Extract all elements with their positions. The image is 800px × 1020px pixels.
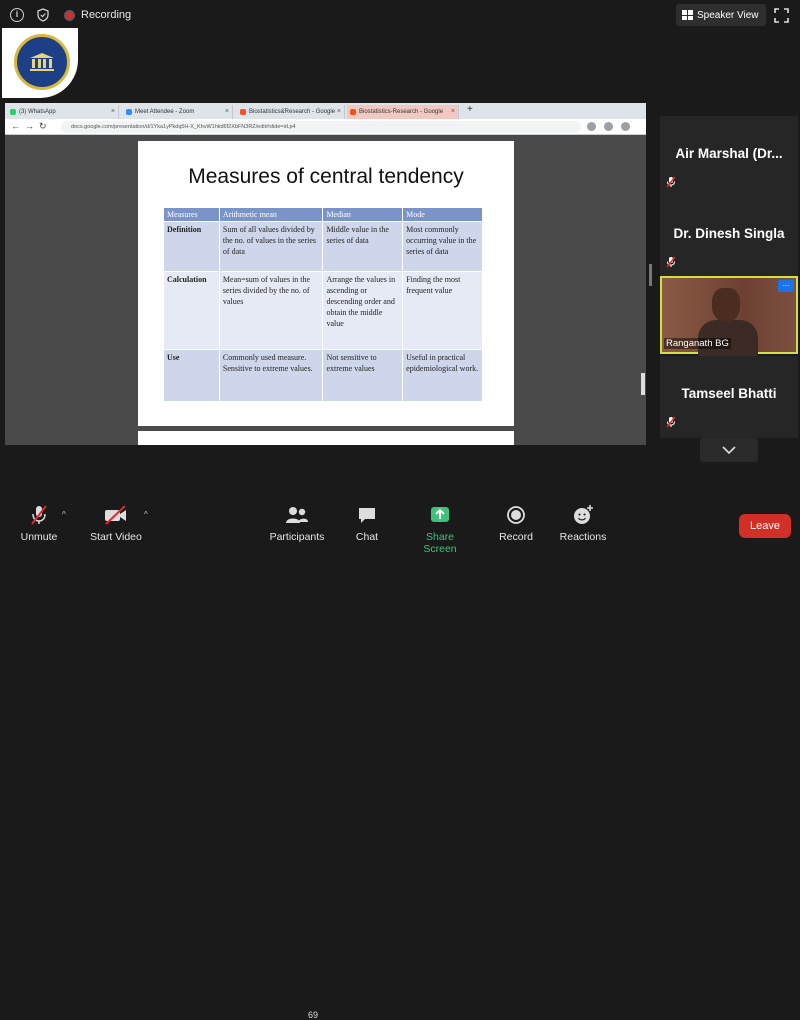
browser-extension-icons [587,122,630,131]
menu-icon[interactable] [621,122,630,131]
table-cell: Not sensitive to extreme values [323,350,403,402]
record-button[interactable] [496,504,536,543]
close-tab-icon[interactable]: × [110,108,115,115]
meeting-toolbar [0,498,800,1020]
table-header: Arithmetic mean [219,208,323,222]
table-cell: Most commonly occurring value in the series of data [403,222,483,272]
reactions-icon [572,504,594,526]
table-header: Mode [403,208,483,222]
recording-indicator[interactable] [64,9,131,21]
url-field[interactable]: docs.google.com/presentation/d/1Yka1yPkdq5H-X_KhvW1hkd6f2XbFN3RZ/edit#slide=id.p4 [61,121,581,133]
mic-muted-icon [666,256,676,268]
reload-icon[interactable]: ↻ [39,121,47,131]
table-header: Median [323,208,403,222]
share-screen-label: Share Screen [423,531,457,555]
slide-title: Measures of central tendency [188,165,464,188]
more-options-icon[interactable]: ... [778,280,794,292]
table-header: Measures [164,208,220,222]
table-row [164,350,483,402]
next-slide-edge [138,431,514,445]
scrollbar-thumb[interactable] [641,373,645,395]
presentation-slide [138,141,514,426]
unmute-label: Unmute [20,531,58,543]
browser-tab[interactable]: Biostatistics&Research - Google × [237,105,345,119]
panel-resize-handle[interactable] [649,264,652,286]
leave-button[interactable]: Leave [739,514,791,538]
participant-name: Air Marshal (Dr... [675,146,783,161]
participant-tile[interactable] [660,356,798,438]
fullscreen-icon[interactable] [774,8,789,23]
comparison-table [163,207,483,402]
close-tab-icon[interactable]: × [224,108,229,115]
share-screen-icon [429,504,451,526]
recording-label: Recording [81,9,132,21]
table-row [164,272,483,350]
speaker-view-label: Speaker View [697,9,759,21]
participant-name: Ranganath BG [666,338,729,349]
record-dot-icon [64,10,75,21]
reactions-label: Reactions [559,531,607,543]
participant-video-tile[interactable] [660,276,798,354]
whatsapp-icon [10,109,16,115]
chat-icon [356,504,378,526]
table-row [164,222,483,272]
browser-tab-active[interactable]: Biostatistics-Research - Google × [347,105,459,119]
audio-options-caret-icon[interactable]: ^ [62,510,66,519]
table-header-row [164,208,483,222]
star-icon[interactable] [587,122,596,131]
participants-icon [284,504,310,526]
participant-count-badge: 69 [308,1010,319,1020]
video-options-caret-icon[interactable]: ^ [144,510,148,519]
video-off-icon [103,504,129,526]
chevron-down-icon [700,438,758,462]
shield-icon[interactable] [36,8,50,22]
browser-tab-bar [5,103,646,119]
shared-screen[interactable] [5,103,646,445]
mic-muted-icon [666,416,676,428]
slides-icon [240,109,246,115]
speaker-view-button[interactable] [676,4,766,26]
table-cell: Finding the most frequent value [403,272,483,350]
forward-icon[interactable]: → [25,121,34,131]
table-cell: Definition [164,222,220,272]
close-tab-icon[interactable]: × [450,108,455,115]
participant-name: Dr. Dinesh Singla [673,226,785,241]
profile-icon[interactable] [604,122,613,131]
share-screen-button[interactable] [408,504,472,555]
browser-tab[interactable]: (3) WhatsApp × [7,105,119,119]
participant-name: Tamseel Bhatti [681,386,777,401]
participants-button[interactable] [268,504,326,543]
browser-tab[interactable]: Meet Attendee - Zoom × [123,105,233,119]
top-status-bar [0,0,800,32]
address-bar-row [5,119,646,135]
table-cell: Arrange the values in ascending or descending order and obtain the middle value [323,272,403,350]
chat-button[interactable] [350,504,384,543]
mic-muted-icon [28,504,50,526]
emblem-icon [14,34,70,90]
info-icon[interactable]: i [10,8,24,22]
table-cell: Useful in practical epidemiological work. [403,350,483,402]
reactions-button[interactable] [558,504,608,543]
person-face [712,288,740,322]
back-icon[interactable]: ← [11,121,20,131]
table-cell: Mean=sum of values in the series divided by the no. of values [219,272,323,350]
unmute-button[interactable] [14,504,64,543]
table-cell: Use [164,350,220,402]
table-cell: Commonly used measure. Sensitive to extreme values. [219,350,323,402]
start-video-button[interactable] [86,504,146,543]
grid-icon [682,10,693,20]
table-cell: Calculation [164,272,220,350]
chat-label: Chat [355,531,379,543]
table-cell: Sum of all values divided by the no. of values in the series of data [219,222,323,272]
slides-icon [350,109,356,115]
record-label: Record [499,531,533,543]
start-video-label: Start Video [90,531,142,543]
zoom-icon [126,109,132,115]
new-tab-icon[interactable]: + [467,104,473,115]
participant-tile[interactable] [660,116,798,198]
organization-logo [2,28,78,98]
record-icon [505,504,527,526]
participants-label: Participants [269,531,325,543]
scroll-down-button[interactable] [700,438,758,462]
table-cell: Middle value in the series of data [323,222,403,272]
mic-muted-icon [666,176,676,188]
close-tab-icon[interactable]: × [336,108,341,115]
participant-tile[interactable] [660,196,798,278]
